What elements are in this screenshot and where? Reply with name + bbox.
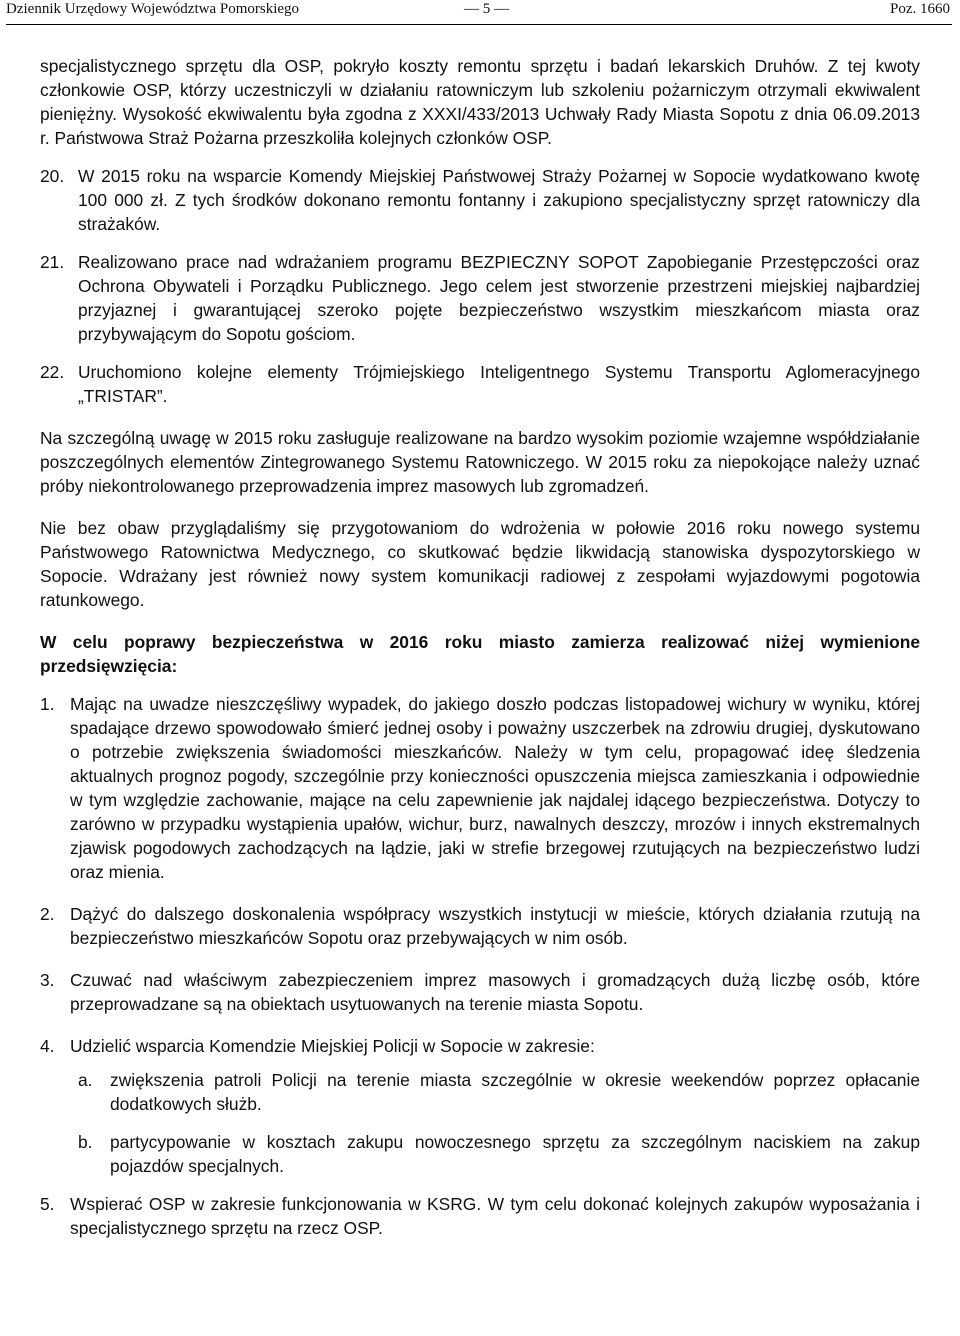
section-heading: W celu poprawy bezpieczeństwa w 2016 roku miasto zamierza realizować niżej wymienione przedsięwzięcia:: [40, 632, 920, 676]
item-text: W 2015 roku na wsparcie Komendy Miejskiej Państwowej Straży Pożarnej w Sopocie wydatkowano kwotę 100 000 zł. Z tych środków dokonano remontu fontanny i zakupiono specjalistyczny sprzęt ratowniczy dla strażaków.: [78, 166, 920, 234]
list-item-4: [40, 1034, 920, 1058]
item-text: Realizowano prace nad wdrażaniem programu BEZPIECZNY SOPOT Zapobieganie Przestępczości oraz Ochrona Obywateli i Porządku Publicznego. Jego celem jest stworzenie przestrzeni miejskiej najbardziej przyjaznej i gwarantującej szeroko pojęte bezpieczeństwo wszystkim mieszkańcom miasta oraz przybywającym do Sopotu gościom.: [78, 252, 920, 344]
item-text: Wspierać OSP w zakresie funkcjonowania w KSRG. W tym celu dokonać kolejnych zakupów wyposażania i specjalistycznego sprzętu na rzecz OSP.: [70, 1194, 920, 1238]
item-number: 5.: [40, 1194, 55, 1214]
document-body: [40, 54, 920, 1258]
list-item-1: [40, 692, 920, 884]
item-number: 2.: [40, 904, 55, 924]
item-text: zwiększenia patroli Policji na terenie miasta szczególnie w okresie weekendów poprzez opłacanie dodatkowych służb.: [110, 1070, 920, 1114]
list-item-2: [40, 902, 920, 950]
list-item-3: [40, 968, 920, 1016]
item-number: 4.: [40, 1036, 55, 1056]
item-text: Czuwać nad właściwym zabezpieczeniem imprez masowych i gromadzących dużą liczbę osób, które przeprowadzane są na obiektach usytuowanych na terenie miasta Sopotu.: [70, 970, 920, 1014]
position-number: Poz. 1660: [890, 1, 950, 17]
item-number: 22.: [40, 362, 65, 382]
paragraph: Na szczególną uwagę w 2015 roku zasługuje realizowane na bardzo wysokim poziomie wzajemne współdziałanie poszczególnych elementów Zintegrowanego Systemu Ratowniczego. W 2015 roku za niepokojące należy uznać próby niekontrolowanego przeprowadzenia imprez masowych lub zgromadzeń.: [40, 428, 920, 496]
item-letter: b.: [78, 1132, 93, 1152]
numbered-item-21: [40, 250, 920, 346]
sublist-item-b: [78, 1130, 920, 1178]
intro-paragraph: specjalistycznego sprzętu dla OSP, pokryło koszty remontu sprzętu i badań lekarskich Druhów. Z tej kwoty członkowie OSP, którzy uczestniczyli w działaniu ratowniczym lub szkoleniu pożarniczym otrzymali ekwiwalent pieniężny. Wysokość ekwiwalentu była zgodna z XXXI/433/2013 Uchwały Rady Miasta Sopotu z dnia 06.09.2013 r. Państwowa Straż Pożarna przeszkoliła kolejnych członków OSP.: [40, 56, 920, 148]
item-number: 1.: [40, 694, 55, 714]
item-text: Uruchomiono kolejne elementy Trójmiejskiego Inteligentnego Systemu Transportu Aglomeracyjnego „TRISTAR”.: [78, 362, 920, 406]
journal-title: Dziennik Urzędowy Województwa Pomorskiego: [6, 1, 300, 17]
page-number: — 5 —: [464, 1, 509, 17]
list-item-5: [40, 1192, 920, 1240]
item-text: partycypowanie w kosztach zakupu nowoczesnego sprzętu za szczególnym naciskiem na zakup pojazdów specjalnych.: [110, 1132, 920, 1176]
item-text: Dążyć do dalszego doskonalenia współpracy wszystkich instytucji w mieście, których działania rzutują na bezpieczeństwo mieszkańców Sopotu oraz przebywających w nim osób.: [70, 904, 920, 948]
item-text: Udzielić wsparcia Komendzie Miejskiej Policji w Sopocie w zakresie:: [70, 1036, 595, 1056]
item-letter: a.: [78, 1070, 93, 1090]
numbered-item-20: [40, 164, 920, 236]
sublist-item-a: [78, 1068, 920, 1116]
page-header: [6, 0, 952, 25]
item-number: 21.: [40, 252, 65, 272]
paragraph: Nie bez obaw przyglądaliśmy się przygotowaniom do wdrożenia w połowie 2016 roku nowego systemu Państwowego Ratownictwa Medycznego, co skutkować będzie likwidacją stanowiska dyspozytorskiego w Sopocie. Wdrażany jest również nowy system komunikacji radiowej z zespołami wyjazdowymi pogotowia ratunkowego.: [40, 518, 920, 610]
item-number: 3.: [40, 970, 55, 990]
numbered-item-22: [40, 360, 920, 408]
item-number: 20.: [40, 166, 65, 186]
item-text: Mając na uwadze nieszczęśliwy wypadek, do jakiego doszło podczas listopadowej wichury w wyniku, której spadające drzewo spowodowało śmierć jednej osoby i poważny uszczerbek na zdrowiu drugiej, dyskutowano o potrzebie zwiększenia świadomości mieszkańców. Należy w tym celu, propagować ideę śledzenia aktualnych prognoz pogody, szczególnie przy konieczności opuszczenia miejsca zamieszkania i odpowiednie w tym względzie zachowanie, mające na celu zapewnienie jak najdalej idącego bezpieczeństwa. Dotyczy to zarówno w przypadku wystąpienia upałów, wichur, burz, nawalnych deszczy, mrozów i innych ekstremalnych zjawisk pogodowych zachodzących na lądzie, jaki w strefie brzegowej rzutujących na bezpieczeństwo ludzi oraz mienia.: [70, 694, 920, 882]
